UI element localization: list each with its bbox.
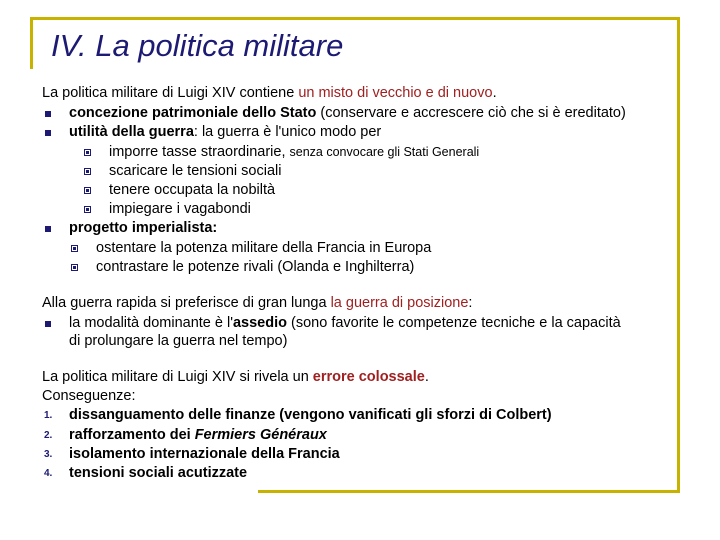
bullet-progetto: progetto imperialista: (69, 220, 218, 236)
sub-item: scaricare le tensioni sociali (109, 163, 282, 179)
bullet-square-icon (45, 226, 51, 232)
sub-item: impiegare i vagabondi (109, 201, 251, 217)
assedio-text: la modalità dominante è l' (69, 315, 233, 331)
intro-end: . (492, 85, 497, 101)
intro-text: La politica militare di Luigi XIV contiene (42, 85, 299, 101)
conseguenza-text: rafforzamento dei (69, 427, 195, 443)
intro-line (42, 84, 497, 103)
bullet-bold: concezione patrimoniale dello Stato (69, 105, 317, 121)
posizione-end: : (468, 295, 473, 311)
conseguenza-item (69, 426, 327, 445)
sub-item: tenere occupata la nobiltà (109, 182, 276, 198)
sub-item: ostentare la potenza militare della Francia in Europa (96, 240, 432, 256)
frame-bottom-rule (258, 490, 680, 493)
frame-right-rule (677, 17, 680, 493)
assedio-continuation: di prolungare la guerra nel tempo) (69, 333, 288, 349)
intro-highlight: un misto di vecchio e di nuovo (298, 85, 493, 101)
list-number: 4. (44, 468, 53, 479)
bullet-text: (conservare e accrescere ciò che si è ereditato) (316, 105, 626, 121)
bullet-square-icon (45, 321, 51, 327)
errore-highlight: errore colossale (312, 369, 425, 385)
errore-text: La politica militare di Luigi XIV si rivela un (42, 369, 313, 385)
hollow-bullet-icon (84, 168, 91, 175)
frame-left-rule (30, 17, 33, 69)
assedio-bold: assedio (232, 315, 287, 331)
bullet-square-icon (45, 130, 51, 136)
hollow-bullet-icon (84, 149, 91, 156)
errore-line (42, 368, 429, 387)
sub-item (109, 143, 479, 162)
list-number: 1. (44, 410, 53, 421)
hollow-bullet-icon (84, 187, 91, 194)
bullet-square-icon (45, 111, 51, 117)
bullet-patrimoniale (69, 104, 626, 123)
list-number: 2. (44, 430, 53, 441)
assedio-line (69, 314, 621, 333)
sub-small-text: senza convocare gli Stati Generali (289, 145, 480, 159)
conseguenza-italic: Fermiers Généraux (194, 427, 327, 443)
sub-item: contrastare le potenze rivali (Olanda e Inghilterra) (96, 259, 415, 275)
bullet-text: : la guerra è l'unico modo per (193, 124, 382, 140)
conseguenze-label: Conseguenze: (42, 388, 136, 404)
slide-title: IV. La politica militare (51, 28, 344, 63)
posizione-text: Alla guerra rapida si preferisce di gran lunga (42, 295, 331, 311)
hollow-bullet-icon (71, 264, 78, 271)
hollow-bullet-icon (84, 206, 91, 213)
conseguenza-item: isolamento internazionale della Francia (69, 446, 340, 462)
posizione-line (42, 294, 472, 313)
conseguenza-item: dissanguamento delle finanze (vengono vanificati gli sforzi di Colbert) (69, 407, 552, 423)
frame-top-rule (30, 17, 678, 20)
list-number: 3. (44, 449, 53, 460)
hollow-bullet-icon (71, 245, 78, 252)
sub-text: imporre tasse straordinarie, (109, 144, 290, 160)
errore-end: . (424, 369, 429, 385)
posizione-highlight: la guerra di posizione (330, 295, 469, 311)
conseguenza-item: tensioni sociali acutizzate (69, 465, 248, 481)
assedio-text: (sono favorite le competenze tecniche e la capacità (286, 315, 621, 331)
bullet-bold: utilità della guerra (69, 124, 194, 140)
bullet-guerra (69, 123, 381, 142)
